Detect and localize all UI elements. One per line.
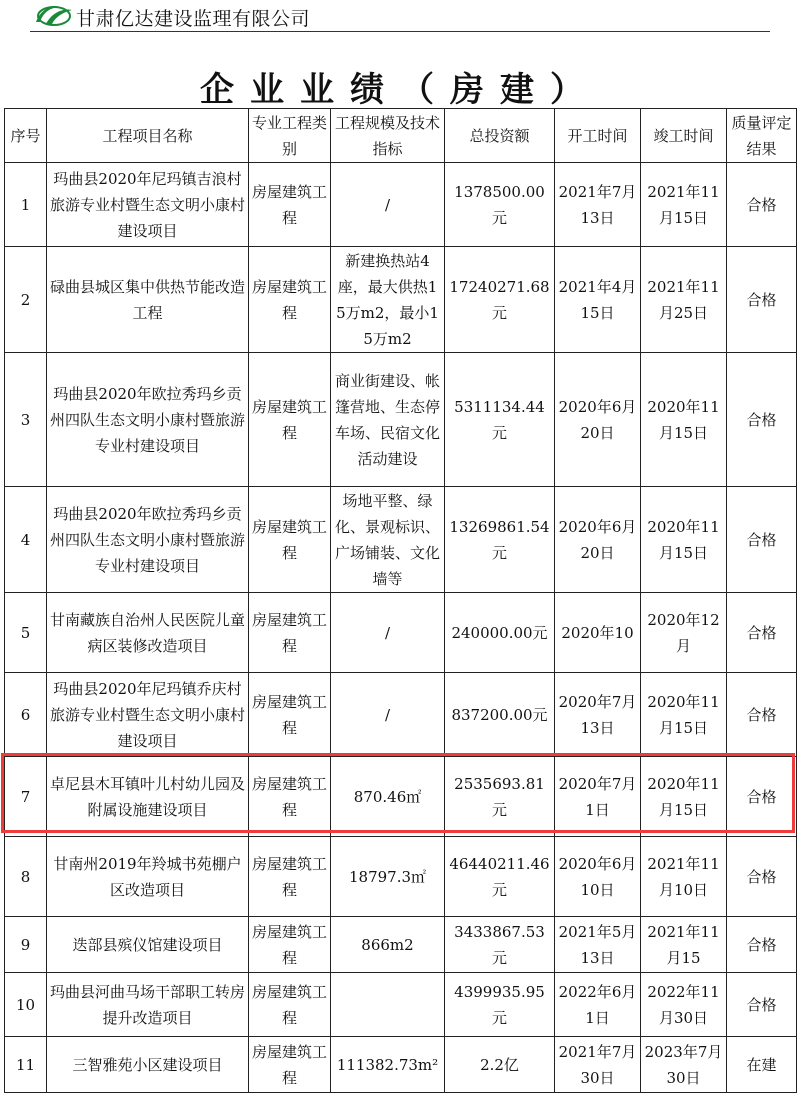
quality-result: 合格 [727,917,797,973]
project-name: 甘南州2019年羚城书苑棚户区改造项目 [47,837,249,917]
end-date: 2021年11月15日 [641,163,727,247]
project-category: 房屋建筑工程 [249,837,331,917]
project-investment: 4399935.95元 [445,973,555,1037]
row-number: 3 [5,353,47,487]
project-investment: 240000.00元 [445,593,555,673]
project-category: 房屋建筑工程 [249,973,331,1037]
start-date: 2020年6月20日 [555,487,641,593]
end-date: 2022年11月30日 [641,973,727,1037]
project-category: 房屋建筑工程 [249,917,331,973]
project-scale: / [331,163,445,247]
quality-result: 合格 [727,673,797,757]
project-investment: 5311134.44元 [445,353,555,487]
project-scale: / [331,593,445,673]
project-name: 玛曲县河曲马场干部职工转房提升改造项目 [47,973,249,1037]
table-header-row [5,109,797,163]
header-cell: 开工时间 [555,109,641,163]
end-date: 2021年11月25日 [641,247,727,353]
start-date: 2020年10 [555,593,641,673]
project-investment: 17240271.68元 [445,247,555,353]
project-category: 房屋建筑工程 [249,487,331,593]
table-row [5,163,797,247]
table-row [5,487,797,593]
end-date: 2021年11月10日 [641,837,727,917]
header-cell: 质量评定结果 [727,109,797,163]
project-name: 碌曲县城区集中供热节能改造工程 [47,247,249,353]
end-date: 2021年11月15 [641,917,727,973]
start-date: 2022年6月1日 [555,973,641,1037]
project-scale: 18797.3㎡ [331,837,445,917]
project-scale: 商业街建设、帐篷营地、生态停车场、民宿文化活动建设 [331,353,445,487]
project-name: 玛曲县2020年欧拉秀玛乡贡州四队生态文明小康村暨旅游专业村建设项目 [47,353,249,487]
project-investment: 3433867.53元 [445,917,555,973]
quality-result: 合格 [727,163,797,247]
project-investment: 13269861.54元 [445,487,555,593]
project-scale: / [331,673,445,757]
start-date: 2020年6月10日 [555,837,641,917]
yida-logo-icon [32,2,74,28]
start-date: 2021年5月13日 [555,917,641,973]
project-name: 玛曲县2020年尼玛镇乔庆村旅游专业村暨生态文明小康村建设项目 [47,673,249,757]
table-row [5,917,797,973]
start-date: 2020年7月13日 [555,673,641,757]
end-date: 2020年12月 [641,593,727,673]
project-category: 房屋建筑工程 [249,757,331,837]
end-date: 2020年11月15日 [641,673,727,757]
table-row [5,757,797,837]
project-category: 房屋建筑工程 [249,673,331,757]
header-cell: 总投资额 [445,109,555,163]
table-row [5,353,797,487]
project-scale: 新建换热站4座，最大供热15万m2，最小15万m2 [331,247,445,353]
page-title: 企业业绩（房建） [200,70,600,110]
end-date: 2020年11月15日 [641,353,727,487]
start-date: 2021年7月30日 [555,1037,641,1093]
quality-result: 合格 [727,837,797,917]
row-number: 4 [5,487,47,593]
table-row [5,837,797,917]
project-investment: 837200.00元 [445,673,555,757]
project-category: 房屋建筑工程 [249,163,331,247]
performance-table [4,108,797,1093]
end-date: 2023年7月30日 [641,1037,727,1093]
start-date: 2020年7月1日 [555,757,641,837]
project-scale: 870.46㎡ [331,757,445,837]
quality-result: 在建 [727,1037,797,1093]
table-row [5,593,797,673]
header-cell: 工程规模及技术指标 [331,109,445,163]
quality-result: 合格 [727,973,797,1037]
project-investment: 46440211.46元 [445,837,555,917]
quality-result: 合格 [727,757,797,837]
table-row [5,1037,797,1093]
project-scale [331,973,445,1037]
row-number: 5 [5,593,47,673]
project-name: 甘南藏族自治州人民医院儿童病区装修改造项目 [47,593,249,673]
header-divider [30,31,770,32]
project-name: 玛曲县2020年尼玛镇吉浪村旅游专业村暨生态文明小康村建设项目 [47,163,249,247]
header-cell: 竣工时间 [641,109,727,163]
quality-result: 合格 [727,593,797,673]
row-number: 10 [5,973,47,1037]
start-date: 2021年7月13日 [555,163,641,247]
project-name: 迭部县殡仪馆建设项目 [47,917,249,973]
project-category: 房屋建筑工程 [249,593,331,673]
start-date: 2020年6月20日 [555,353,641,487]
project-category: 房屋建筑工程 [249,1037,331,1093]
table-row [5,973,797,1037]
page-header [0,0,800,40]
header-cell: 专业工程类别 [249,109,331,163]
project-category: 房屋建筑工程 [249,353,331,487]
header-cell: 序号 [5,109,47,163]
project-scale: 111382.73m² [331,1037,445,1093]
project-name: 卓尼县木耳镇叶儿村幼儿园及附属设施建设项目 [47,757,249,837]
project-investment: 2535693.81元 [445,757,555,837]
start-date: 2021年4月15日 [555,247,641,353]
row-number: 9 [5,917,47,973]
row-number: 6 [5,673,47,757]
project-scale: 866m2 [331,917,445,973]
row-number: 2 [5,247,47,353]
header-cell: 工程项目名称 [47,109,249,163]
end-date: 2020年11月15日 [641,757,727,837]
table-row [5,673,797,757]
project-category: 房屋建筑工程 [249,247,331,353]
row-number: 11 [5,1037,47,1093]
row-number: 8 [5,837,47,917]
quality-result: 合格 [727,487,797,593]
end-date: 2020年11月15日 [641,487,727,593]
row-number: 1 [5,163,47,247]
quality-result: 合格 [727,353,797,487]
quality-result: 合格 [727,247,797,353]
project-name: 玛曲县2020年欧拉秀玛乡贡州四队生态文明小康村暨旅游专业村建设项目 [47,487,249,593]
project-investment: 2.2亿 [445,1037,555,1093]
table-row [5,247,797,353]
project-investment: 1378500.00元 [445,163,555,247]
row-number: 7 [5,757,47,837]
project-name: 三智雅苑小区建设项目 [47,1037,249,1093]
company-name: 甘肃亿达建设监理有限公司 [76,8,311,30]
project-scale: 场地平整、绿化、景观标识、广场铺装、文化墙等 [331,487,445,593]
